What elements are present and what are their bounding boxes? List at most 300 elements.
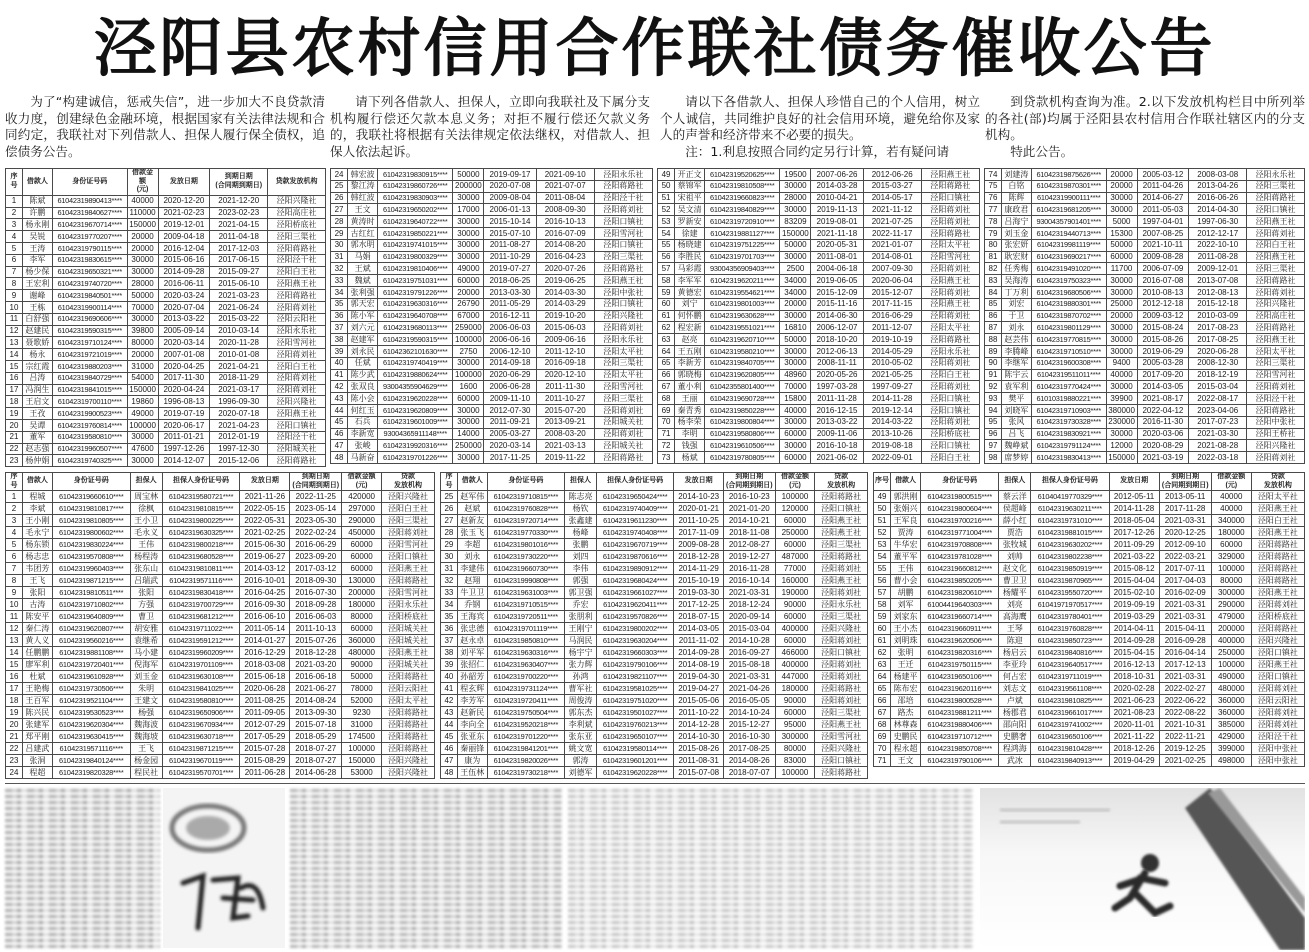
cell-row-index: 40 (441, 671, 458, 683)
cell-lending-branch: 泾阳蒋刘社 (921, 263, 979, 275)
cell-issue-date: 2018-12-28 (674, 551, 724, 563)
cell-loan-amount: 150000 (1106, 452, 1137, 464)
cell-guarantor-name: 张力辉 (565, 659, 597, 671)
blurred-advertisement-2 (290, 788, 562, 948)
cell-due-date: 2021-04-26 (723, 683, 775, 695)
cell-loan-amount: 479000 (1211, 611, 1251, 623)
cell-due-date: 2021-05-25 (863, 369, 921, 381)
header-label: (元) (1225, 481, 1238, 489)
cell-row-index: 26 (441, 503, 458, 515)
table-row (985, 204, 1305, 216)
table-row (441, 503, 868, 515)
table-header-row (874, 473, 1305, 491)
cell-due-date: 2021-01-20 (723, 503, 775, 515)
cell-row-index: 20 (6, 419, 23, 431)
cell-lending-branch: 泾阳蒋路社 (1247, 404, 1305, 416)
cell-borrower-id: 61042319580810**** (52, 431, 127, 443)
cell-row-index: 95 (985, 416, 1002, 428)
cell-borrower-name: 开正文 (675, 169, 705, 181)
table-row (985, 251, 1305, 263)
cell-due-date: 2020-12-10 (536, 369, 594, 381)
cell-loan-amount: 100000 (453, 334, 484, 346)
cell-due-date: 2021-06-24 (210, 301, 268, 313)
cell-lending-branch: 泾阳蒋刘社 (1251, 599, 1304, 611)
cell-row-index: 27 (441, 515, 458, 527)
cell-due-date: 2016-07-30 (290, 587, 342, 599)
cell-lending-branch: 泾阳三渠社 (594, 393, 652, 405)
cell-borrower-name: 赵芸伟 (1001, 334, 1031, 346)
cell-lending-branch: 泾阳蒋刘社 (921, 204, 979, 216)
header-label: (合同期到期日) (292, 481, 340, 489)
cell-due-date: 2017-07-11 (1159, 563, 1211, 575)
cell-lending-branch: 泾阳蒋刘社 (594, 204, 652, 216)
cell-lending-branch: 泾阳三渠社 (594, 251, 652, 263)
cell-row-index: 47 (441, 755, 458, 767)
cell-issue-date: 2016-12-15 (811, 404, 863, 416)
cell-loan-amount: 50000 (342, 671, 382, 683)
cell-borrower-name: 陈小会 (348, 393, 378, 405)
cell-borrower-id: 61042319881108**** (52, 647, 130, 659)
header-label: 借款人 (26, 477, 48, 485)
cell-issue-date: 2013-03-22 (811, 416, 863, 428)
table-row (331, 428, 653, 440)
cell-due-date: 2021-04-21 (210, 360, 268, 372)
table-row (441, 743, 868, 755)
table-row (985, 381, 1305, 393)
cell-due-date: 2016-11-28 (723, 563, 775, 575)
header-label: 借款金额 (347, 473, 376, 480)
cell-due-date: 2021-03-23 (210, 290, 268, 302)
cell-loan-amount: 360000 (1211, 707, 1251, 719)
cell-guarantor-name: 陈志亮 (565, 491, 597, 503)
cell-borrower-name: 吕建武 (22, 743, 52, 755)
table-row (874, 743, 1305, 755)
cell-loan-amount: 290000 (1211, 599, 1251, 611)
cell-row-index: 56 (874, 575, 891, 587)
header-label: 序号 (10, 173, 18, 189)
cell-borrower-id: 61042319670714**** (52, 219, 127, 231)
cell-row-index: 10 (6, 301, 23, 313)
cell-row-index: 98 (985, 452, 1002, 464)
cell-lending-branch: 泾阳蒋路社 (1251, 575, 1304, 587)
cell-row-index: 34 (331, 286, 348, 298)
cell-row-index: 4 (6, 527, 23, 539)
cell-loan-amount: 49000 (453, 263, 484, 275)
table-row (985, 322, 1305, 334)
cell-borrower-name: 杨晓建 (675, 239, 705, 251)
cell-guarantor-id: 61042319810825**** (1031, 695, 1109, 707)
table-row (658, 393, 980, 405)
cell-issue-date: 2019-04-30 (674, 671, 724, 683)
cell-guarantor-id: 61042319630204**** (596, 635, 673, 647)
table-row (6, 396, 326, 408)
cell-borrower-name: 陈安平 (22, 611, 52, 623)
cell-row-index: 76 (985, 192, 1002, 204)
cell-loan-amount: 78000 (342, 683, 382, 695)
cell-borrower-id: 61042319620807**** (52, 623, 130, 635)
cell-lending-branch: 泾阳兴隆社 (815, 743, 868, 755)
header-borrower-name (22, 169, 52, 196)
cell-due-date: 2023-04-06 (1189, 404, 1247, 416)
cell-guarantor-name: 曹卫 (130, 611, 162, 623)
cell-lending-branch: 泾阳蒋路社 (268, 290, 326, 302)
cell-due-date: 2014-03-30 (536, 286, 594, 298)
cell-row-index: 27 (331, 204, 348, 216)
table-row (874, 623, 1305, 635)
cell-lending-branch: 泾阳云阳社 (268, 313, 326, 325)
cell-borrower-id: 61042319631003**** (487, 587, 564, 599)
cell-borrower-id: 61042319610506**** (705, 440, 780, 452)
table-header-row (6, 169, 326, 196)
cell-row-index: 62 (658, 322, 675, 334)
table-row (441, 767, 868, 779)
cell-row-index: 53 (658, 216, 675, 228)
cell-row-index: 51 (874, 515, 891, 527)
cell-due-date: 2013-10-26 (863, 428, 921, 440)
header-guarantor-id (596, 473, 673, 491)
intro-paragraph: 请下列各借款人、担保人，立即向我联社及下属分支机构履行偿还欠款本息义务；对拒不履行偿还欠款义务的，我联社将根据有关法律规定依法继权，对借款人、担保人依法起诉。 (330, 94, 650, 159)
cell-issue-date: 2011-05-29 (484, 298, 536, 310)
cell-row-index: 19 (6, 707, 23, 719)
cell-guarantor-name: 吕瑞武 (130, 575, 162, 587)
cell-row-index: 60 (658, 298, 675, 310)
cell-lending-branch: 泾阳蒋刘社 (382, 527, 435, 539)
debtor-table-3 (657, 168, 980, 464)
intro-paragraph: 为了“构建诚信，惩戒失信”，进一步加大不良贷款清收力度，创建绿色金融环境，根据国家有关法律法规和合同约定，我联社对下列借款人、担保人履行保全债权，追偿债务公告。 (5, 94, 325, 159)
cell-issue-date: 2019-07-19 (158, 408, 210, 420)
cell-due-date: 2020-06-04 (863, 275, 921, 287)
cell-lending-branch: 泾阳三渠社 (382, 515, 435, 527)
cell-borrower-name: 王伍林 (457, 767, 487, 779)
cell-borrower-id: 61042319730220**** (487, 551, 564, 563)
cell-guarantor-id: 61042319740409**** (596, 503, 673, 515)
cell-guarantor-name: 杨耀平 (999, 587, 1031, 599)
cell-borrower-id: 61042319830224**** (52, 539, 130, 551)
cell-due-date: 2023-05-30 (290, 515, 342, 527)
cell-lending-branch: 泾阳蒋路社 (1247, 192, 1305, 204)
cell-due-date: 1996-09-30 (210, 396, 268, 408)
table-row (6, 671, 435, 683)
cell-due-date: 2014-10-24 (723, 707, 775, 719)
cell-lending-branch: 泾阳泾干社 (1247, 393, 1305, 405)
cell-row-index: 39 (331, 345, 348, 357)
cell-row-index: 30 (441, 551, 458, 563)
cell-row-index: 41 (441, 683, 458, 695)
header-label: 身份证号码 (73, 477, 109, 485)
cell-lending-branch: 泾阳高庄社 (268, 207, 326, 219)
cell-issue-date: 2019-03-30 (674, 587, 724, 599)
cell-borrower-name: 王丽 (675, 393, 705, 405)
cell-loan-amount: 50000 (1106, 239, 1137, 251)
cell-borrower-id: 61042319701119**** (487, 623, 564, 635)
cell-due-date: 2014-05-17 (863, 192, 921, 204)
cell-loan-amount: 490000 (1211, 671, 1251, 683)
cell-lending-branch: 泾阳兴隆社 (815, 623, 868, 635)
cell-guarantor-id: 61042319620228**** (596, 767, 673, 779)
cell-borrower-id: 61042319701220**** (487, 731, 564, 743)
cell-guarantor-name: 薛小红 (999, 515, 1031, 527)
cell-guarantor-id: 61042319630202**** (1031, 539, 1109, 551)
cell-borrower-name: 王小杰 (891, 623, 921, 635)
table-row (874, 695, 1305, 707)
header-label: 到期日期 (1171, 473, 1200, 480)
cell-borrower-id: 61042319730328**** (1031, 416, 1106, 428)
cell-issue-date: 2020-11-01 (1109, 719, 1159, 731)
cell-borrower-name: 刘玉金 (1001, 227, 1031, 239)
cell-loan-amount: 12000 (1106, 440, 1137, 452)
cell-due-date: 2015-04-11 (1159, 623, 1211, 635)
cell-row-index: 23 (6, 455, 23, 467)
cell-loan-amount: 60000 (453, 393, 484, 405)
cell-borrower-name: 白舒强 (22, 313, 52, 325)
cell-borrower-name: 王迁 (891, 659, 921, 671)
cell-lending-branch: 泾阳蒋刘社 (594, 404, 652, 416)
cell-lending-branch: 泾阳蒋路社 (921, 227, 979, 239)
cell-loan-amount: 47600 (127, 443, 158, 455)
cell-borrower-name: 贾涛 (891, 527, 921, 539)
cell-lending-branch: 泾阳蒋路社 (594, 180, 652, 192)
cell-due-date: 2011-12-10 (536, 345, 594, 357)
cell-guarantor-id: 61042319760828**** (1031, 623, 1109, 635)
cell-due-date: 2020-07-26 (536, 263, 594, 275)
cell-lending-branch: 泾阳兴隆社 (382, 755, 435, 767)
cell-borrower-name: 刘永 (1001, 322, 1031, 334)
cell-guarantor-id: 61042319800218**** (162, 539, 240, 551)
cell-guarantor-name: 刘志文 (999, 683, 1031, 695)
header-label: 贷款 (1270, 473, 1285, 480)
header-due-date (210, 169, 268, 196)
cell-borrower-id: 61042319551021**** (705, 322, 780, 334)
cell-guarantor-name: 王小卫 (130, 515, 162, 527)
cell-guarantor-id: 61042319790106**** (596, 659, 673, 671)
cell-row-index: 1 (6, 195, 23, 207)
cell-borrower-id: 61042319841015**** (52, 384, 127, 396)
cell-guarantor-name: 杨强 (130, 707, 162, 719)
cell-guarantor-id: 61041971970517**** (1031, 599, 1109, 611)
cell-due-date: 2017-11-15 (863, 298, 921, 310)
cell-issue-date: 2020-03-14 (484, 440, 536, 452)
cell-due-date: 2014-10-28 (723, 635, 775, 647)
cell-lending-branch: 泾阳兴隆社 (268, 195, 326, 207)
cell-lending-branch: 泾阳雪河社 (594, 227, 652, 239)
cell-row-index: 35 (331, 298, 348, 310)
cell-row-index: 45 (441, 731, 458, 743)
cell-guarantor-name: 魏海波 (130, 719, 162, 731)
cell-due-date: 2015-06-03 (536, 322, 594, 334)
cell-issue-date: 2014-06-27 (1137, 192, 1189, 204)
cell-borrower-name: 刘建涛 (1001, 169, 1031, 181)
cell-loan-amount: 2750 (453, 345, 484, 357)
cell-due-date: 2014-08-24 (290, 695, 342, 707)
header-guarantor-id (162, 473, 240, 491)
table-row (658, 239, 980, 251)
cell-row-index: 75 (985, 180, 1002, 192)
cell-borrower-name: 牛卫卫 (457, 587, 487, 599)
table-row (331, 275, 653, 287)
cell-row-index: 82 (985, 263, 1002, 275)
cell-borrower-id: 61004419640303**** (921, 599, 999, 611)
cell-due-date: 2022-11-17 (863, 227, 921, 239)
cell-borrower-name: 李超 (457, 539, 487, 551)
cell-borrower-id: 61042319840501**** (52, 290, 127, 302)
table-row (874, 551, 1305, 563)
cell-guarantor-id: 61042319660303**** (596, 647, 673, 659)
cell-lending-branch: 泾阳城关社 (382, 635, 435, 647)
cell-borrower-name: 廖军利 (22, 659, 52, 671)
table-row (331, 404, 653, 416)
cell-due-date: 2017-08-25 (1189, 334, 1247, 346)
debtor-table-2 (330, 168, 653, 464)
cell-due-date: 2019-10-19 (863, 334, 921, 346)
cell-due-date: 2013-05-11 (1159, 491, 1211, 503)
table-row (331, 251, 653, 263)
cell-issue-date: 2016-09-30 (240, 599, 290, 611)
table-row (6, 755, 435, 767)
cell-borrower-name: 许鹏 (22, 207, 52, 219)
cell-row-index: 12 (6, 623, 23, 635)
cell-borrower-id: 61042319721019**** (52, 349, 127, 361)
cell-borrower-id: 61042319620805**** (705, 369, 780, 381)
cell-loan-amount: 30000 (127, 431, 158, 443)
table-row (331, 369, 653, 381)
cell-issue-date: 2020-12-20 (158, 195, 210, 207)
header-row-index (441, 473, 458, 491)
cell-issue-date: 2016-12-11 (484, 310, 536, 322)
cell-row-index: 92 (985, 381, 1002, 393)
cell-due-date: 2016-10-13 (536, 216, 594, 228)
cell-borrower-name: 徐建 (675, 227, 705, 239)
cell-lending-branch: 泾阳桥底社 (382, 611, 435, 623)
cell-borrower-id: 61042319690606**** (52, 313, 127, 325)
cell-guarantor-id: 61042319800202**** (596, 623, 673, 635)
cell-row-index: 65 (874, 683, 891, 695)
table-row (441, 563, 868, 575)
cell-due-date: 2018-09-28 (290, 599, 342, 611)
cell-borrower-id: 61042319981119**** (1031, 239, 1106, 251)
cell-row-index: 63 (874, 659, 891, 671)
cell-guarantor-id: 61040419770329**** (1031, 491, 1109, 503)
header-label: 借款人 (461, 477, 483, 485)
cell-lending-branch: 泾阳蒋刘社 (268, 384, 326, 396)
cell-lending-branch: 泾阳蒋路社 (382, 743, 435, 755)
cell-borrower-id: 61042319530523**** (52, 707, 130, 719)
intro-column-2 (330, 94, 650, 164)
cell-borrower-id: 61042319881211**** (921, 707, 999, 719)
cell-loan-amount: 39900 (1106, 393, 1137, 405)
cell-borrower-name: 王文 (348, 204, 378, 216)
cell-issue-date: 2009-03-12 (1137, 310, 1189, 322)
cell-borrower-id: 61042319800604**** (921, 503, 999, 515)
cell-loan-amount: 48960 (780, 369, 811, 381)
cell-due-date: 2020-11-28 (210, 337, 268, 349)
cell-lending-branch: 泾阳口镇社 (594, 239, 652, 251)
table-row (6, 219, 326, 231)
cell-borrower-id: 61042319840705**** (705, 357, 780, 369)
cell-borrower-id: 61042319720401**** (52, 659, 130, 671)
cell-row-index: 34 (441, 599, 458, 611)
cell-issue-date: 2009-11-10 (484, 393, 536, 405)
cell-borrower-id: 61042319650202**** (378, 204, 453, 216)
cell-due-date: 2012-06-26 (863, 169, 921, 181)
cell-row-index: 53 (874, 539, 891, 551)
cell-due-date: 2022-09-01 (863, 452, 921, 464)
cell-borrower-id: 61042319900114**** (52, 301, 127, 313)
cell-row-index: 50 (658, 180, 675, 192)
cell-row-index: 5 (6, 539, 23, 551)
cell-guarantor-name: 张鹏 (565, 539, 597, 551)
cell-due-date: 2016-10-30 (723, 731, 775, 743)
cell-loan-amount: 30000 (453, 452, 484, 464)
cell-lending-branch: 泾阳口镇社 (815, 503, 868, 515)
cell-issue-date: 2006-06-16 (484, 334, 536, 346)
cell-issue-date: 2009-08-28 (674, 539, 724, 551)
header-due-date (723, 473, 775, 491)
cell-due-date: 2019-08-18 (863, 440, 921, 452)
cell-borrower-id: 61042319520625**** (705, 169, 780, 181)
table-row (6, 419, 326, 431)
cell-borrower-id: 61042319781028**** (921, 551, 999, 563)
cell-due-date: 2018-07-07 (723, 767, 775, 779)
cell-loan-amount: 50000 (780, 239, 811, 251)
cell-loan-amount: 20000 (780, 298, 811, 310)
cell-guarantor-id: 61042319751020**** (596, 695, 673, 707)
cell-lending-branch: 泾阳太平社 (1247, 345, 1305, 357)
cell-row-index: 33 (331, 275, 348, 287)
table-row (441, 599, 868, 611)
table-row (874, 539, 1305, 551)
cell-borrower-name: 郭水明 (348, 239, 378, 251)
cell-row-index: 48 (331, 452, 348, 464)
cell-due-date: 2021-03-31 (1159, 515, 1211, 527)
cell-borrower-name: 董军 (22, 431, 52, 443)
cell-row-index: 25 (331, 180, 348, 192)
header-lending-branch (815, 473, 868, 491)
cell-due-date: 2015-08-18 (723, 659, 775, 671)
cell-lending-branch: 泾阳雪河社 (921, 251, 979, 263)
cell-issue-date: 2005-03-27 (484, 428, 536, 440)
header-label: (元) (789, 481, 801, 489)
cell-loan-amount: 39800 (127, 325, 158, 337)
cell-due-date: 2020-06-28 (1189, 345, 1247, 357)
cell-loan-amount: 20000 (1106, 169, 1137, 181)
cell-borrower-name: 李胜民 (675, 251, 705, 263)
cell-guarantor-id: 61042319580810**** (162, 695, 240, 707)
cell-lending-branch: 泾阳燕王社 (382, 647, 435, 659)
table-row (6, 207, 326, 219)
cell-issue-date: 2018-07-15 (674, 611, 724, 623)
cell-guarantor-name: 朱明 (130, 683, 162, 695)
cell-issue-date: 2020-06-28 (240, 683, 290, 695)
cell-lending-branch: 泾阳桥底社 (268, 219, 326, 231)
cell-row-index: 66 (874, 695, 891, 707)
cell-row-index: 28 (441, 527, 458, 539)
table-row (331, 286, 653, 298)
cell-due-date: 2013-07-08 (1189, 275, 1247, 287)
cell-guarantor-name: 史鹏奢 (999, 731, 1031, 743)
cell-due-date: 2010-03-14 (210, 325, 268, 337)
notice-title: 泾阳县农村信用合作联社债务催收公告 (93, 12, 1216, 85)
cell-row-index: 3 (6, 219, 23, 231)
table-row (6, 719, 435, 731)
cell-issue-date: 2016-06-11 (158, 278, 210, 290)
cell-lending-branch: 泾阳太平社 (594, 369, 652, 381)
cell-borrower-name: 牛华宏 (891, 539, 921, 551)
cell-row-index: 29 (441, 539, 458, 551)
cell-borrower-name: 赵军伟 (457, 491, 487, 503)
cell-row-index: 3 (6, 515, 23, 527)
cell-lending-branch: 泾阳白王社 (1251, 515, 1304, 527)
cell-borrower-name: 郑平刚 (22, 731, 52, 743)
